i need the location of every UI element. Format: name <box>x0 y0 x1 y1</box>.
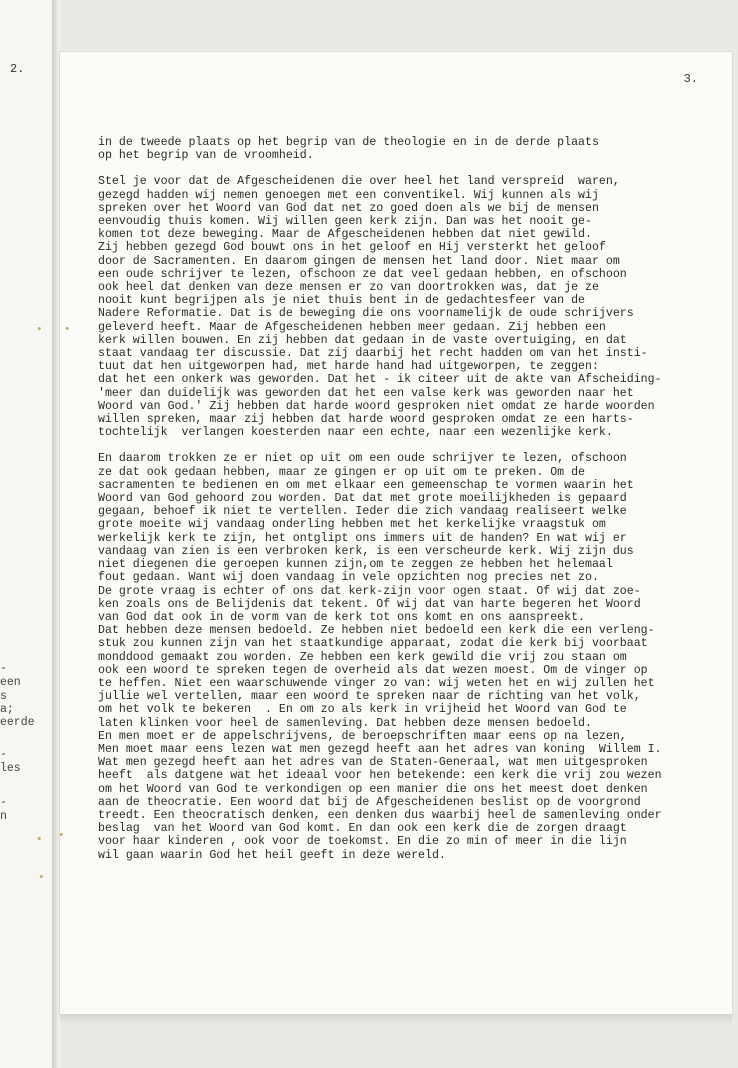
previous-page-fragment: een <box>0 676 21 689</box>
previous-page-edge <box>0 0 53 1068</box>
text-line: ook heel dat denken van deze mensen er zo van doortrokken was, dat je ze <box>98 281 599 295</box>
book-gutter <box>52 0 60 1068</box>
text-line: willen spreken, maar zij hebben dat harde woord gesproken omdat ze een harts- <box>98 413 634 427</box>
text-line: eenvoudig thuis komen. Wij willen geen kerk zijn. Dan was het nooit ge- <box>98 215 592 229</box>
text-line: grote moeite wij vandaag onderling hebben met het kerkelijke vraagstuk om <box>98 518 606 532</box>
text-line: van God dat ook in de vorm van de kerk tot ons komt en ons aanspreekt. <box>98 610 586 624</box>
previous-page-number: 2. <box>10 62 25 76</box>
margin-dot: • <box>36 834 43 846</box>
text-line: te heffen. Niet een waarschuwende vinger zo van: wij weten het en wij zullen het <box>98 676 655 690</box>
text-line: Stel je voor dat de Afgescheidenen die over heel het land verspreid waren, <box>98 175 620 189</box>
text-line: gegaan, behoef ik niet te vertellen. Ieder die zich vandaag realiseert welke <box>98 505 627 519</box>
paragraph <box>98 175 716 439</box>
text-line: laten klinken voor heel de samenleving. Dat hebben deze mensen bedoeld. <box>98 716 592 730</box>
text-line: nooit kunt begrijpen als je niet thuis bent in de gedachtesfeer van de <box>98 294 586 308</box>
text-line: heeft als datgene wat het ideaal voor hen betekende: een kerk die vrij zou wezen <box>98 769 662 783</box>
text-line: wil gaan waarin God het heil geeft in deze wereld. <box>98 848 446 862</box>
text-line: spreken over het Woord van God dat net zo goed doen als we bij de mensen <box>98 201 599 215</box>
previous-page-fragment: a; <box>0 703 14 716</box>
text-line: komen tot deze beweging. Maar de Afgescheidenen hebben dat niet gewild. <box>98 228 592 242</box>
margin-dot: • <box>38 872 45 884</box>
text-line: in de tweede plaats op het begrip van de theologie en in de derde plaats <box>98 136 599 149</box>
text-line: Wat men gezegd heeft aan het adres van de Staten-Generaal, wat men uitgesproken <box>98 756 648 770</box>
text-line: kerk willen bouwen. En zij hebben dat gedaan in de vaste overtuiging, en dat <box>98 333 627 347</box>
paragraph <box>98 136 716 162</box>
margin-dot: • <box>58 830 65 842</box>
text-line: op het begrip van de vroomheid. <box>98 149 314 163</box>
text-line: tuut dat hen uitgeworpen had, met harde hand had uitgeworpen, te zeggen: <box>98 360 599 374</box>
text-line: Woord van God.' Zij hebben dat harde woord gesproken niet omdat ze harde woorden <box>98 399 655 413</box>
text-line: ook een woord te spreken tegen de overheid als dat wezen moest. Om de vinger op <box>98 663 648 677</box>
text-line: ze dat ook gedaan hebben, maar ze gingen er op uit om te preken. Om de <box>98 465 586 479</box>
page-shadow <box>60 1014 732 1024</box>
text-line: voor haar kinderen , ook voor de toekomst. En die zo min of meer in die lijn <box>98 835 627 849</box>
page-number: 3. <box>683 72 698 86</box>
text-line: Nadere Reformatie. Dat is de beweging die ons voornamelijk de oude schrijvers <box>98 307 634 321</box>
text-line: Men moet maar eens lezen wat men gezegd heeft aan het adres van koning Willem I. <box>98 742 662 756</box>
text-line: aan de theocratie. Een woord dat bij de Afgescheidenen beslist op de voorgrond <box>98 795 641 809</box>
text-line: monddood gemaakt zou worden. Ze hebben een kerk gewild die vrij zou staan om <box>98 650 627 664</box>
text-line: tochtelijk verlangen koesterden naar een echte, naar een wezenlijke kerk. <box>98 426 613 440</box>
text-line: om het volk te bekeren . En om zo als kerk in vrijheid het Woord van God te <box>98 703 627 717</box>
text-line: jullie wel vertellen, maar een woord te spreken naar de richting van het volk, <box>98 690 641 704</box>
previous-page-fragment: - <box>0 796 7 809</box>
text-line: dat het een onkerk was geworden. Dat het - ik citeer uit de akte van Afscheiding- <box>98 373 662 387</box>
page-body-text <box>98 136 716 875</box>
text-line: geleverd heeft. Maar de Afgescheidenen hebben meer gedaan. Zij hebben een <box>98 320 606 334</box>
text-line: 'meer dan duidelijk was geworden dat het een valse kerk was geworden naar het <box>98 386 634 400</box>
text-line: De grote vraag is echter of ons dat kerk-zijn voor ogen staat. Of wij dat zoe- <box>98 584 641 598</box>
text-line: een oude schrijver te lezen, ofschoon ze dat veel gedaan hebben, en ofschoon <box>98 267 627 281</box>
text-line: ken zoals ons de Belijdenis dat tekent. Of wij dat van harte begeren het Woord <box>98 597 641 611</box>
text-line: sacramenten te bedienen en om met elkaar een gemeenschap te vormen waarin het <box>98 478 634 492</box>
text-line: treedt. Een theocratisch denken, een denken dus waarbij heel de samenleving onder <box>98 808 662 822</box>
text-line: En daarom trokken ze er niet op uit om een oude schrijver te lezen, ofschoon <box>98 452 627 466</box>
text-line: om het Woord van God te verkondigen op een manier die ons het meest doet denken <box>98 782 648 796</box>
text-line: werkelijk kerk te zijn, het ontglipt ons immers uit de handen? En wat wij er <box>98 531 627 545</box>
previous-page-fragment: - <box>0 662 7 675</box>
text-line: Zij hebben gezegd God bouwt ons in het geloof en Hij versterkt het geloof <box>98 241 606 255</box>
text-line: vandaag van zien is een verbroken kerk, is een verscheurde kerk. Wij zijn dus <box>98 544 634 558</box>
previous-page-fragment: les <box>0 762 21 775</box>
text-line: door de Sacramenten. En daarom gingen de mensen het land door. Niet maar om <box>98 254 620 268</box>
text-line: niet diegenen die geroepen kunnen zijn,om te zeggen ze hebben het helemaal <box>98 558 613 572</box>
document-page <box>36 52 732 1014</box>
text-line: staat vandaag ter discussie. Dat zij daarbij het recht hadden om van het insti- <box>98 347 648 361</box>
margin-dot: • <box>64 324 71 336</box>
paragraph <box>98 452 716 861</box>
previous-page-fragment: - <box>0 748 7 761</box>
text-line: beslag van het Woord van God komt. En dan ook een kerk die de zorgen draagt <box>98 822 627 836</box>
previous-page-fragment: eerde <box>0 716 35 729</box>
text-line: En men moet er de appelschrijvens, de beroepschriften maar eens op na lezen, <box>98 729 627 743</box>
text-line: fout gedaan. Want wij doen vandaag in vele opzichten nog precies net zo. <box>98 571 599 585</box>
previous-page-fragment: s <box>0 690 7 703</box>
text-line: stuk zou kunnen zijn van het staatkundige apparaat, zodat die kerk bij voorbaat <box>98 637 648 651</box>
text-line: gezegd hadden wij nemen genoegen met een conventikel. Wij kunnen als wij <box>98 188 599 202</box>
previous-page-fragment: n <box>0 810 7 823</box>
text-line: Woord van God gehoord zou worden. Dat dat met grote moeilijkheden is gepaard <box>98 492 627 506</box>
margin-dot: • <box>36 324 43 336</box>
text-line: Dat hebben deze mensen bedoeld. Ze hebben niet bedoeld een kerk die een verleng- <box>98 624 655 638</box>
